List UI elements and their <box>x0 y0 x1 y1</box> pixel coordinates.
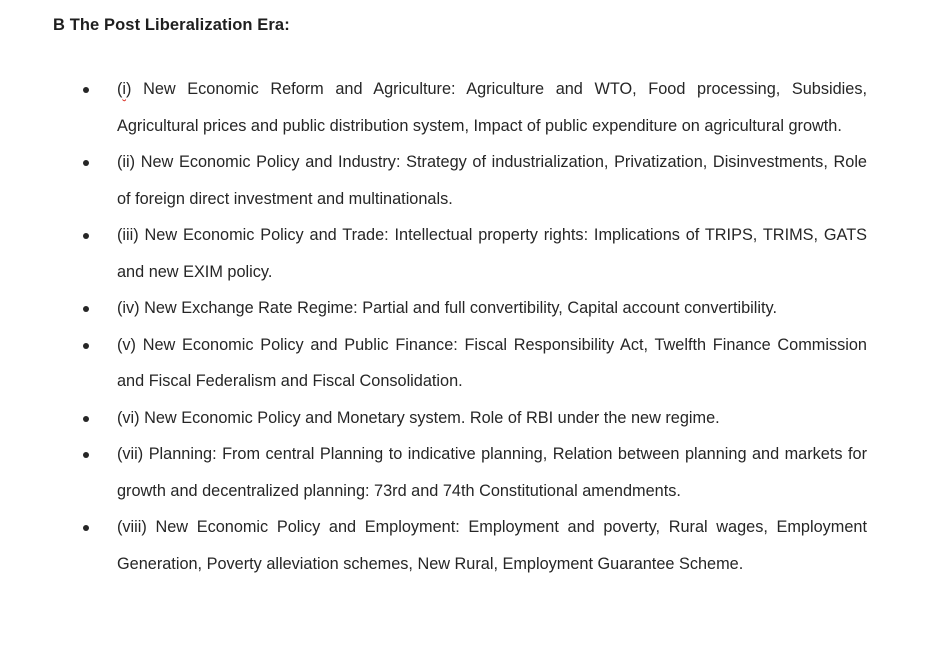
bullet-dot-icon <box>83 233 89 239</box>
list-item <box>0 290 867 327</box>
bullet-dot-icon <box>83 160 89 166</box>
list-item <box>0 217 867 290</box>
list-item-text: (iv) New Exchange Rate Regime: Partial and full convertibility, Capital account convertibility. <box>117 299 777 317</box>
section-heading: B The Post Liberalization Era: <box>53 16 290 34</box>
list-item-text: (vii) Planning: From central Planning to indicative planning, Relation between planning and markets for growth and decentralized planning: 73rd and 74th Constitutional amendments. <box>117 445 867 500</box>
item-prefix-close: ) <box>126 80 132 98</box>
spellcheck-flagged-text: i <box>122 80 127 98</box>
bullet-dot-icon <box>83 525 89 531</box>
list-item-text: (v) New Economic Policy and Public Finance: Fiscal Responsibility Act, Twelfth Finance Commission and Fiscal Federalism and Fiscal Consolidation. <box>117 335 867 390</box>
list-item <box>0 327 867 400</box>
list-item-text: New Economic Reform and Agriculture: Agriculture and WTO, Food processing, Subsidies, Agricultural prices and public distribution system, Impact of public expenditure on agricultural growth. <box>117 80 867 135</box>
list-item <box>0 436 867 509</box>
list-item <box>0 71 867 144</box>
bullet-list <box>0 71 937 582</box>
list-item <box>0 509 867 582</box>
bullet-dot-icon <box>83 452 89 458</box>
bullet-dot-icon <box>83 306 89 312</box>
bullet-dot-icon <box>83 343 89 349</box>
list-item <box>0 144 867 217</box>
item-prefix-open: ( <box>117 80 123 98</box>
list-item-text: (viii) New Economic Policy and Employment: Employment and poverty, Rural wages, Employment Generation, Poverty alleviation schemes, New Rural, Employment Guarantee Scheme. <box>117 518 867 573</box>
bullet-dot-icon <box>83 416 89 422</box>
list-item <box>0 400 867 437</box>
bullet-dot-icon <box>83 87 89 93</box>
list-item-text: (vi) New Economic Policy and Monetary system. Role of RBI under the new regime. <box>117 408 720 427</box>
list-item-text: (ii) New Economic Policy and Industry: Strategy of industrialization, Privatization, Disinvestments, Role of foreign direct investment and multinationals. <box>117 153 867 208</box>
list-item-text: (iii) New Economic Policy and Trade: Intellectual property rights: Implications of TRIPS, TRIMS, GATS and new EXIM policy. <box>117 226 867 281</box>
